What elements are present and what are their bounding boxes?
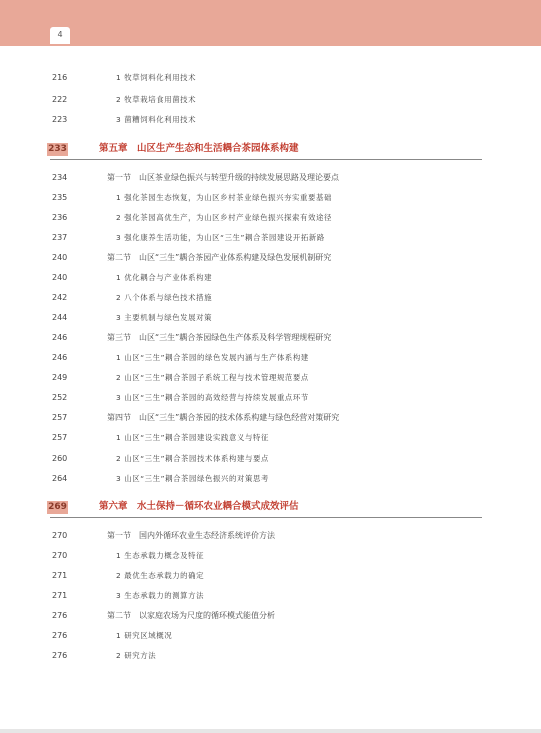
toc-page-number: 240 (52, 273, 68, 282)
toc-chapter-title: 第六章 水土保持－循环农业耦合模式成效评估 (99, 501, 299, 512)
toc-section-title: 第三节 山区“三生”耦合茶园绿色生产体系及科学管理规程研究 (107, 333, 332, 342)
toc-item-title: 1 山区“三生”耦合茶园的绿色发展内涵与生产体系构建 (116, 353, 309, 362)
toc-item[interactable] (0, 450, 541, 468)
toc-section[interactable] (0, 249, 541, 267)
toc-page-number: 246 (52, 353, 68, 362)
toc-page-number: 271 (52, 571, 68, 580)
toc-item-title: 2 山区“三生”耦合茶园子系统工程与技术管理规范要点 (116, 373, 309, 382)
toc-page-number: 264 (52, 474, 68, 483)
toc-page-number: 246 (52, 333, 68, 342)
toc-page-number: 222 (52, 95, 68, 104)
toc-item[interactable] (0, 547, 541, 565)
toc-page-number: 276 (52, 651, 68, 660)
toc-item-title: 3 菌糟饲料化利用技术 (116, 115, 197, 124)
toc-item-title: 3 山区“三生”耦合茶园绿色振兴的对策思考 (116, 474, 269, 483)
toc-item-title: 2 研究方法 (116, 651, 157, 660)
toc-item[interactable] (0, 587, 541, 605)
toc-page-number: 270 (52, 551, 68, 560)
toc-chapter-page-number: 269 (48, 502, 67, 512)
toc-page-number: 240 (52, 253, 68, 262)
toc-page-number: 257 (52, 433, 68, 442)
toc-page-number: 235 (52, 193, 68, 202)
toc-item[interactable] (0, 567, 541, 585)
toc-item-title: 1 强化茶园生态恢复，为山区乡村茶业绿色振兴夯实重要基础 (116, 193, 333, 202)
toc-page-number: 249 (52, 373, 68, 382)
toc-section[interactable] (0, 329, 541, 347)
toc-item-title: 1 优化耦合与产业体系构建 (116, 273, 213, 282)
toc-item[interactable] (0, 389, 541, 407)
toc-item[interactable] (0, 627, 541, 645)
toc-chapter-title: 第五章 山区生产生态和生活耦合茶园体系构建 (99, 143, 299, 154)
toc-item[interactable] (0, 289, 541, 307)
page-number: 4 (57, 30, 63, 39)
toc-page-number: 260 (52, 454, 68, 463)
toc-item[interactable] (0, 229, 541, 247)
toc-page-number: 271 (52, 591, 68, 600)
toc-item-title: 1 牧草饲料化利用技术 (116, 73, 197, 82)
toc-page-number: 257 (52, 413, 68, 422)
toc-item-title: 2 山区“三生”耦合茶园技术体系构建与要点 (116, 454, 269, 463)
toc-section-title: 第一节 山区茶业绿色振兴与转型升级的持续发展思路及理论要点 (107, 173, 339, 182)
toc-item-title: 1 山区“三生”耦合茶园建设实践意义与特征 (116, 433, 269, 442)
toc-item[interactable] (0, 69, 541, 87)
toc-page-number: 237 (52, 233, 68, 242)
toc-item-title: 1 研究区域概况 (116, 631, 173, 640)
toc-item-title: 2 强化茶园高优生产，为山区乡村产业绿色振兴探索有效途径 (116, 213, 333, 222)
toc-page-number: 236 (52, 213, 68, 222)
toc-page-number: 234 (52, 173, 68, 182)
toc-item[interactable] (0, 91, 541, 109)
toc-chapter-page-number: 233 (48, 144, 67, 154)
toc-page-number: 244 (52, 313, 68, 322)
toc-item[interactable] (0, 269, 541, 287)
toc-item[interactable] (0, 647, 541, 665)
chapter-divider (50, 159, 482, 160)
toc-page-number: 216 (52, 73, 68, 82)
toc-item[interactable] (0, 429, 541, 447)
toc-section[interactable] (0, 527, 541, 545)
chapter-divider (50, 517, 482, 518)
toc-item[interactable] (0, 309, 541, 327)
toc-chapter[interactable] (0, 139, 541, 159)
toc-item-title: 1 生态承载力概念及特征 (116, 551, 205, 560)
toc-section-title: 第一节 国内外循环农业生态经济系统评价方法 (107, 531, 275, 540)
toc-item[interactable] (0, 209, 541, 227)
toc-page-number: 252 (52, 393, 68, 402)
toc-item-title: 2 牧草栽培食用菌技术 (116, 95, 197, 104)
toc-section[interactable] (0, 169, 541, 187)
toc-item[interactable] (0, 369, 541, 387)
toc-section-title: 第二节 山区“三生”耦合茶园产业体系构建及绿色发展机制研究 (107, 253, 332, 262)
toc-page-number: 223 (52, 115, 68, 124)
toc-item-title: 2 最优生态承载力的确定 (116, 571, 205, 580)
toc-chapter[interactable] (0, 497, 541, 517)
toc-item-title: 3 主要机制与绿色发展对策 (116, 313, 213, 322)
toc-section-title: 第四节 山区“三生”耦合茶园的技术体系构建与绿色经营对策研究 (107, 413, 340, 422)
toc-item-title: 3 强化康养生活功能，为山区“三生”耦合茶园建设开拓新路 (116, 233, 325, 242)
toc-page-number: 276 (52, 611, 68, 620)
toc-section[interactable] (0, 607, 541, 625)
toc-page-number: 276 (52, 631, 68, 640)
toc-item-title: 2 八个体系与绿色技术措施 (116, 293, 213, 302)
toc-item[interactable] (0, 111, 541, 129)
toc-item-title: 3 生态承载力的测算方法 (116, 591, 205, 600)
toc-page-number: 270 (52, 531, 68, 540)
toc-item[interactable] (0, 189, 541, 207)
toc-section[interactable] (0, 409, 541, 427)
bottom-edge (0, 729, 541, 733)
toc-section-title: 第二节 以家庭农场为尺度的循环模式能值分析 (107, 611, 275, 620)
toc-page-number: 242 (52, 293, 68, 302)
toc-item[interactable] (0, 349, 541, 367)
toc-item-title: 3 山区“三生”耦合茶园的高效经营与持续发展重点环节 (116, 393, 309, 402)
toc-item[interactable] (0, 470, 541, 488)
